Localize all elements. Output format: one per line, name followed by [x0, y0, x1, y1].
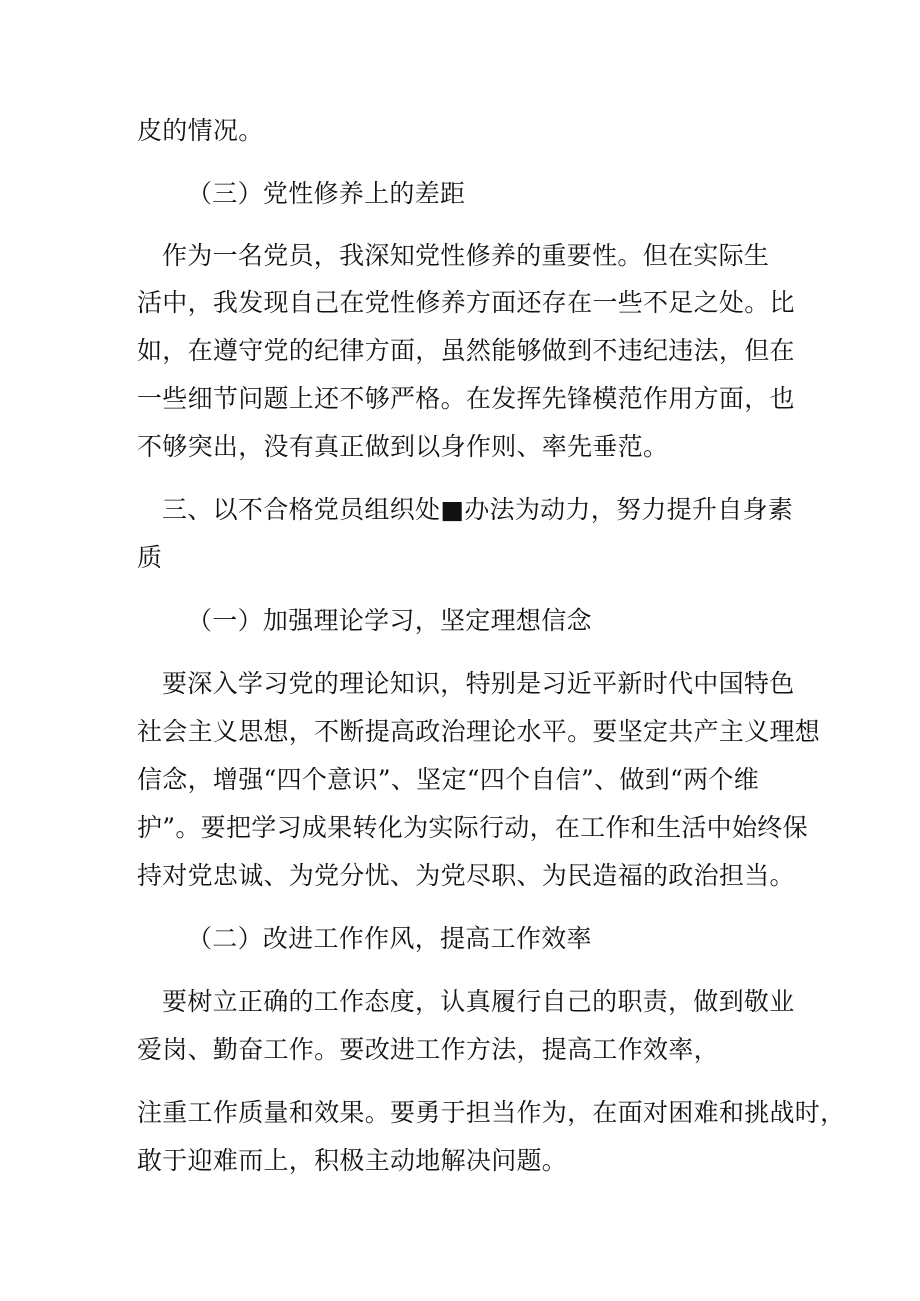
- paragraph-line: 作为一名党员，我深知党性修养的重要性。但在实际生: [162, 241, 770, 270]
- paragraph-line: 信念，增强“四个意识”、坚定“四个自信”、做到“两个维: [137, 765, 760, 794]
- paragraph-line: 要深入学习党的理论知识，特别是习近平新时代中国特色: [162, 669, 795, 698]
- paragraph-line: 要树立正确的工作态度，认真履行自己的职责，做到敬业: [162, 987, 795, 1016]
- paragraph-line: 爱岗、勤奋工作。要改进工作方法，提高工作效率，: [137, 1035, 719, 1064]
- section-heading-cont: 质: [137, 543, 163, 572]
- section-heading: 三、以不合格党员组织处■办法为动力，努力提升自身素: [162, 495, 794, 524]
- paragraph-line: 敢于迎难而上，积极主动地解决问题。: [137, 1146, 568, 1175]
- paragraph-line: 社会主义思想，不断提高政治理论水平。要坚定共产主义理想: [137, 717, 821, 746]
- subheading-3: （三）党性修养上的差距: [187, 179, 466, 208]
- paragraph-line: 注重工作质量和效果。要勇于担当作为，在面对困难和挑战时，: [137, 1098, 846, 1127]
- paragraph-line: 活中，我发现自己在党性修养方面还存在一些不足之处。比: [137, 288, 795, 317]
- paragraph-line: 护”。要把学习成果转化为实际行动，在工作和生活中始终保: [137, 813, 808, 842]
- subheading-1: （一）加强理论学习，坚定理想信念: [187, 606, 592, 635]
- paragraph-line: 不够突出，没有真正做到以身作则、率先垂范。: [137, 432, 669, 461]
- paragraph-line: 一些细节问题上还不够严格。在发挥先锋模范作用方面，也: [137, 384, 795, 413]
- paragraph-line: 如，在遵守党的纪律方面，虽然能够做到不违纪违法，但在: [137, 336, 795, 365]
- text-line-continuation: 皮的情况。: [137, 116, 264, 145]
- paragraph-line: 持对党忠诚、为党分忧、为党尽职、为民造福的政治担当。: [137, 861, 795, 890]
- subheading-2: （二）改进工作作风，提高工作效率: [187, 924, 592, 953]
